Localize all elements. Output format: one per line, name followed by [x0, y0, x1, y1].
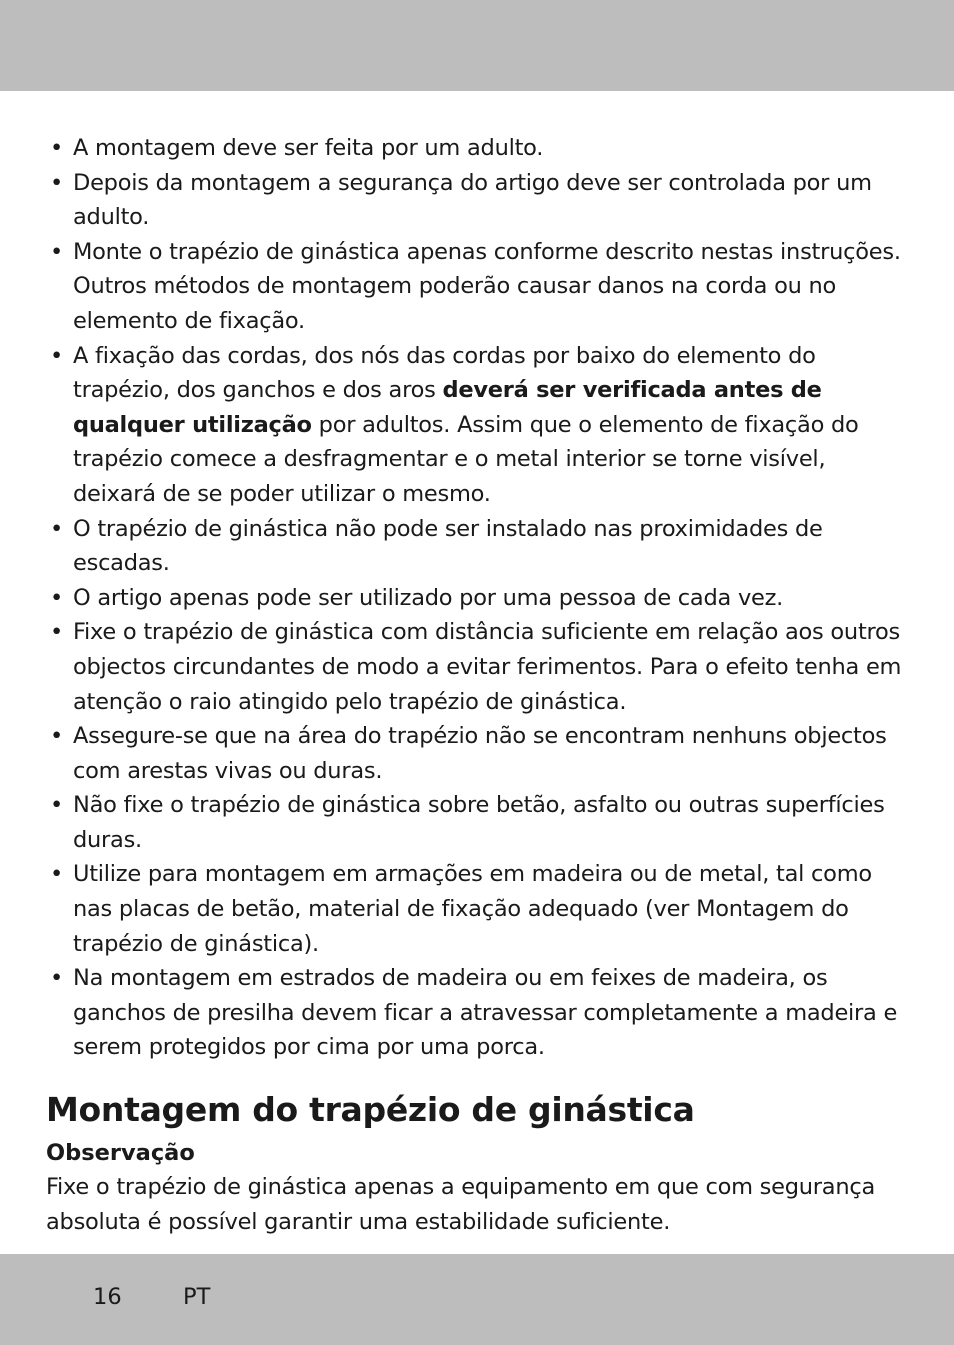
list-item-text: Na montagem em estrados de madeira ou em feixes de madeira, os ganchos de presilha devem ficar a atravessar completamente a madeira e serem protegidos por cima por uma porca. — [73, 965, 898, 1061]
bullet-icon: • — [50, 584, 64, 611]
list-item-text-after: por adultos. Assim que o elemento de fixação do trapézio comece a desfragmentar e o metal interior se torne visível, deixará de se poder utilizar o mesmo. — [73, 411, 859, 507]
list-item — [46, 581, 914, 616]
bullet-icon: • — [50, 238, 64, 265]
bullet-icon: • — [50, 723, 64, 750]
list-item-text: Assegure-se que na área do trapézio não se encontram nenhuns objectos com arestas vivas ou duras. — [73, 723, 887, 784]
list-item — [46, 857, 914, 961]
page-content — [46, 131, 914, 1239]
list-item-text: Não fixe o trapézio de ginástica sobre betão, asfalto ou outras superfícies duras. — [73, 792, 885, 853]
page-number: 16 — [93, 1284, 122, 1310]
list-item-text: Utilize para montagem em armações em madeira ou de metal, tal como nas placas de betão, material de fixação adequado (ver Montagem do trapézio de ginástica). — [73, 861, 872, 957]
list-item — [46, 719, 914, 788]
section-title: Montagem do trapézio de ginástica — [46, 1090, 695, 1130]
note-heading: Observação — [46, 1140, 195, 1167]
bullet-icon: • — [50, 965, 64, 992]
list-item-text: Depois da montagem a segurança do artigo deve ser controlada por um adulto. — [73, 169, 872, 231]
list-item — [46, 512, 914, 581]
list-item-text: A montagem deve ser feita por um adulto. — [73, 135, 544, 161]
note-text: Fixe o trapézio de ginástica apenas a equipamento em que com segurança absoluta é possível garantir uma estabilidade suficiente. — [46, 1174, 875, 1235]
list-item-text-before: A fixação das cordas, dos nós das cordas por baixo do elemento do trapézio, dos ganchos e dos aros — [73, 342, 816, 404]
header-band — [0, 0, 954, 91]
list-item-text: O trapézio de ginástica não pode ser instalado nas proximidades de escadas. — [73, 515, 823, 577]
list-item-text: Monte o trapézio de ginástica apenas conforme descrito nestas instruções. Outros métodos de montagem poderão causar danos na corda ou no elemento de fixação. — [73, 238, 901, 334]
bullet-icon: • — [50, 135, 64, 161]
bullet-icon: • — [50, 792, 64, 819]
list-item — [46, 615, 914, 719]
list-item — [46, 166, 914, 235]
list-item-emphasis: deverá ser verificada antes de qualquer utilização — [73, 377, 822, 438]
list-item — [46, 961, 914, 1065]
list-item-text: O artigo apenas pode ser utilizado por uma pessoa de cada vez. — [73, 584, 784, 611]
bullet-icon: • — [50, 619, 64, 646]
bullet-icon: • — [50, 342, 64, 369]
bullet-icon: • — [50, 515, 64, 542]
footer-band — [0, 1254, 954, 1345]
safety-list — [46, 131, 914, 1065]
bullet-icon: • — [50, 169, 64, 196]
list-item-text: Fixe o trapézio de ginástica com distância suficiente em relação aos outros objectos circundantes de modo a evitar ferimentos. Para o efeito tenha em atenção o raio atingido pelo trapézio de ginástica. — [73, 619, 902, 715]
language-code: PT — [183, 1284, 211, 1310]
bullet-icon: • — [50, 861, 64, 888]
list-item — [46, 788, 914, 857]
list-item — [46, 235, 914, 339]
list-item — [46, 339, 914, 512]
list-item — [46, 131, 914, 166]
